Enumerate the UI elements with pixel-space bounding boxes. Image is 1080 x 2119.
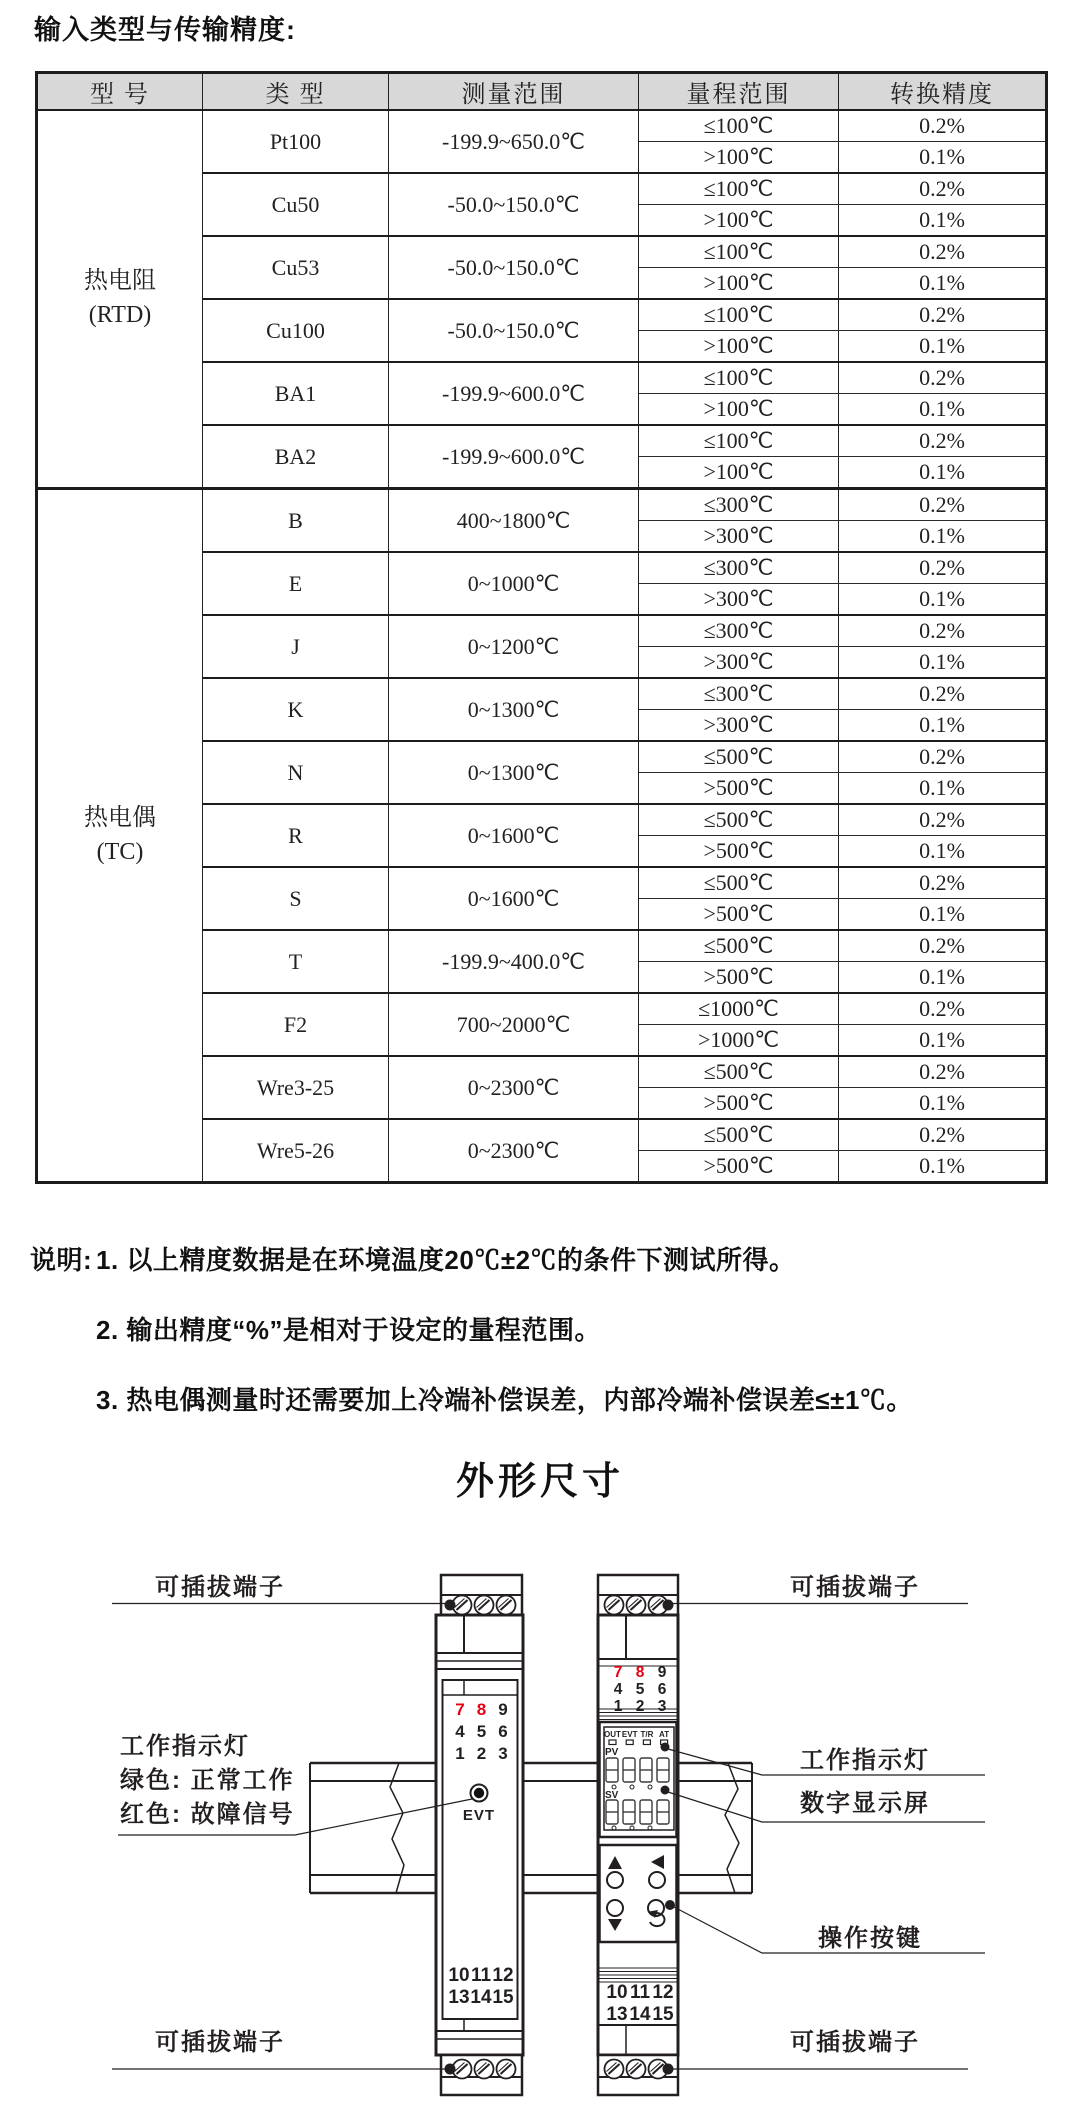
terminal-number: 10 (448, 1965, 470, 1986)
note-line-2 (30, 1310, 1080, 1347)
terminal-number: 4 (455, 1722, 465, 1741)
terminal-screw-icon (605, 2060, 624, 2079)
terminal-number: 14 (629, 2004, 651, 2025)
display-callout-dot (661, 1786, 670, 1795)
limit-cell: >1000℃ (639, 1025, 839, 1057)
type-cell: S (203, 867, 389, 930)
terminal-number: 13 (448, 1987, 470, 2008)
precision-cell: 0.2% (839, 615, 1047, 647)
terminal-number: 1 (613, 1698, 623, 1715)
range-cell: -199.9~650.0℃ (389, 110, 639, 173)
section-title-dimensions: 外形尺寸 (455, 1461, 624, 1503)
precision-cell: 0.1% (839, 521, 1047, 553)
range-cell: 0~2300℃ (389, 1056, 639, 1119)
limit-cell: ≤500℃ (639, 1119, 839, 1151)
note-line-1 (30, 1240, 1080, 1277)
label-plug-bottom-left: 可插拔端子 (155, 2029, 285, 2056)
limit-cell: >100℃ (639, 268, 839, 300)
col-header-precision: 转换精度 (839, 73, 1047, 111)
type-cell: Cu53 (203, 236, 389, 299)
din-rail (310, 1763, 752, 1893)
type-cell: R (203, 804, 389, 867)
terminal-screw-icon (475, 2060, 494, 2079)
limit-cell: >500℃ (639, 836, 839, 868)
callout-anchor-dot (445, 2064, 456, 2075)
range-cell: -50.0~150.0℃ (389, 173, 639, 236)
callout-anchor-dot (663, 1600, 674, 1611)
limit-cell: >300℃ (639, 521, 839, 553)
terminal-number: 2 (476, 1744, 487, 1763)
precision-cell: 0.2% (839, 236, 1047, 268)
callouts (112, 1573, 985, 2069)
rail-break-left (390, 1763, 404, 1893)
terminal-screw-icon (497, 2060, 516, 2079)
range-cell: 0~1300℃ (389, 741, 639, 804)
limit-cell: ≤100℃ (639, 362, 839, 394)
label-work-lamp-right: 工作指示灯 (800, 1747, 930, 1774)
evt-indicator-lamp (474, 1788, 484, 1798)
label-plug-top-right: 可插拔端子 (790, 1574, 920, 1601)
terminal-number: 15 (492, 1987, 514, 2008)
led-label: T/R (640, 1730, 654, 1739)
notes (30, 1240, 1080, 1417)
limit-cell: ≤100℃ (639, 299, 839, 331)
precision-cell: 0.1% (839, 268, 1047, 300)
led-indicator (609, 1740, 616, 1745)
limit-cell: ≤100℃ (639, 425, 839, 457)
limit-cell: ≤100℃ (639, 110, 839, 142)
type-cell: BA1 (203, 362, 389, 425)
range-cell: 0~1000℃ (389, 552, 639, 615)
terminal-number: 12 (652, 1982, 674, 2003)
led-label: OUT (604, 1730, 621, 1739)
precision-cell: 0.1% (839, 647, 1047, 679)
precision-cell: 0.1% (839, 331, 1047, 363)
limit-cell: >300℃ (639, 584, 839, 616)
terminal-screw-icon (497, 1596, 516, 1615)
rail-break-right (725, 1763, 739, 1893)
sv-label: SV (605, 1790, 619, 1801)
range-cell: 0~1200℃ (389, 615, 639, 678)
limit-cell: >500℃ (639, 1151, 839, 1183)
precision-cell: 0.2% (839, 552, 1047, 584)
range-cell: 400~1800℃ (389, 489, 639, 553)
label-plug-top-left: 可插拔端子 (155, 1574, 285, 1601)
terminal-number: 6 (657, 1681, 667, 1698)
limit-cell: >100℃ (639, 331, 839, 363)
range-cell: -199.9~600.0℃ (389, 425, 639, 489)
note-text: 3. 热电偶测量时还需要加上冷端补偿误差，内部冷端补偿误差≤±1℃。 (96, 1385, 913, 1415)
terminal-number: 7 (613, 1664, 623, 1681)
limit-cell: >100℃ (639, 205, 839, 237)
precision-cell: 0.2% (839, 993, 1047, 1025)
callout-anchor-dot (663, 2064, 674, 2075)
precision-cell: 0.2% (839, 804, 1047, 836)
col-header-span: 量程范围 (639, 73, 839, 111)
precision-cell: 0.2% (839, 1056, 1047, 1088)
label-digital-display: 数字显示屏 (800, 1790, 930, 1817)
terminal-number: 9 (498, 1700, 508, 1719)
precision-cell: 0.1% (839, 773, 1047, 805)
precision-cell: 0.1% (839, 584, 1047, 616)
range-cell: 0~1600℃ (389, 867, 639, 930)
type-cell: T (203, 930, 389, 993)
limit-cell: >100℃ (639, 142, 839, 174)
range-cell: 0~1600℃ (389, 804, 639, 867)
terminal-number: 8 (635, 1664, 645, 1681)
precision-cell: 0.2% (839, 930, 1047, 962)
button-panel (600, 1845, 677, 1942)
limit-cell: ≤300℃ (639, 678, 839, 710)
precision-cell: 0.2% (839, 741, 1047, 773)
note-text: 1. 以上精度数据是在环境温度20℃±2℃的条件下测试所得。 (96, 1245, 796, 1275)
led-label: AT (659, 1730, 670, 1739)
terminal-number: 10 (606, 1982, 628, 2003)
limit-cell: >500℃ (639, 899, 839, 931)
terminal-screw-icon (627, 2060, 646, 2079)
terminal-number: 2 (635, 1698, 645, 1715)
terminal-screw-icon (475, 1596, 494, 1615)
type-cell: F2 (203, 993, 389, 1056)
limit-cell: >300℃ (639, 710, 839, 742)
type-cell: K (203, 678, 389, 741)
terminal-number: 6 (498, 1722, 508, 1741)
work-lamp-dot (661, 1743, 670, 1752)
limit-cell: ≤300℃ (639, 615, 839, 647)
limit-cell: ≤1000℃ (639, 993, 839, 1025)
limit-cell: >100℃ (639, 457, 839, 489)
right-terminal-numbers-bottom (606, 1982, 674, 2025)
range-cell: 0~2300℃ (389, 1119, 639, 1183)
note-text: 2. 输出精度“%”是相对于设定的量程范围。 (96, 1315, 602, 1345)
note-line-3 (30, 1380, 1080, 1417)
range-cell: -199.9~400.0℃ (389, 930, 639, 993)
precision-cell: 0.1% (839, 899, 1047, 931)
type-cell: E (203, 552, 389, 615)
terminal-number: 1 (455, 1744, 465, 1763)
type-cell: Wre3-25 (203, 1056, 389, 1119)
left-module (436, 1575, 523, 2095)
limit-cell: >500℃ (639, 773, 839, 805)
limit-cell: >100℃ (639, 394, 839, 426)
type-cell: J (203, 615, 389, 678)
precision-cell: 0.1% (839, 1025, 1047, 1057)
terminal-number: 3 (498, 1744, 508, 1763)
terminal-number: 5 (635, 1681, 645, 1698)
limit-cell: >500℃ (639, 962, 839, 994)
led-indicator (643, 1740, 650, 1745)
limit-cell: ≤300℃ (639, 552, 839, 584)
type-cell: Cu100 (203, 299, 389, 362)
label-work-lamp-left: 工作指示灯 (120, 1733, 250, 1760)
terminal-number: 7 (455, 1700, 465, 1719)
precision-cell: 0.1% (839, 457, 1047, 489)
limit-cell: ≤500℃ (639, 930, 839, 962)
col-header-model: 型 号 (37, 73, 203, 111)
precision-cell: 0.2% (839, 299, 1047, 331)
col-header-range: 测量范围 (389, 73, 639, 111)
type-cell: BA2 (203, 425, 389, 489)
precision-cell: 0.2% (839, 362, 1047, 394)
range-cell: -50.0~150.0℃ (389, 236, 639, 299)
terminal-number: 11 (470, 1965, 492, 1986)
model-cell: 热电偶 (TC) (37, 489, 203, 1183)
type-cell: Cu50 (203, 173, 389, 236)
table-row (37, 489, 1047, 521)
limit-cell: >300℃ (639, 647, 839, 679)
terminal-screw-icon (627, 1596, 646, 1615)
left-terminal-numbers-top (455, 1700, 507, 1763)
precision-cell: 0.2% (839, 1119, 1047, 1151)
notes-prefix: 说明: (30, 1245, 93, 1275)
callout-anchor-dot (445, 1600, 456, 1611)
limit-cell: ≤500℃ (639, 741, 839, 773)
terminal-number: 4 (613, 1681, 623, 1698)
col-header-type: 类 型 (203, 73, 389, 111)
terminal-number: 11 (629, 1982, 651, 2003)
type-cell: B (203, 489, 389, 553)
precision-cell: 0.1% (839, 205, 1047, 237)
precision-cell: 0.2% (839, 489, 1047, 521)
precision-cell: 0.1% (839, 962, 1047, 994)
precision-cell: 0.2% (839, 110, 1047, 142)
precision-cell: 0.1% (839, 142, 1047, 174)
type-cell: Wre5-26 (203, 1119, 389, 1183)
limit-cell: ≤500℃ (639, 867, 839, 899)
led-label: EVT (621, 1730, 638, 1739)
range-cell: -50.0~150.0℃ (389, 299, 639, 362)
label-lamp-green: 绿色: 正常工作 (120, 1767, 295, 1794)
terminal-number: 3 (657, 1698, 667, 1715)
limit-cell: ≤500℃ (639, 1056, 839, 1088)
type-cell: Pt100 (203, 110, 389, 173)
terminal-number: 12 (492, 1965, 514, 1986)
led-indicator (626, 1740, 633, 1745)
buttons-callout-dot (665, 1900, 675, 1910)
precision-cell: 0.1% (839, 710, 1047, 742)
type-cell: N (203, 741, 389, 804)
range-cell: 700~2000℃ (389, 993, 639, 1056)
terminal-screw-icon (605, 1596, 624, 1615)
limit-cell: ≤300℃ (639, 489, 839, 521)
terminal-number: 5 (476, 1722, 487, 1741)
precision-cell: 0.2% (839, 867, 1047, 899)
precision-cell: 0.1% (839, 1088, 1047, 1120)
spec-table (35, 71, 1048, 1184)
terminal-number: 15 (652, 2004, 674, 2025)
precision-cell: 0.2% (839, 173, 1047, 205)
right-terminal-numbers-top (614, 1664, 667, 1715)
table-row (37, 110, 1047, 142)
limit-cell: ≤100℃ (639, 236, 839, 268)
terminal-number: 8 (476, 1700, 487, 1719)
precision-cell: 0.1% (839, 836, 1047, 868)
limit-cell: ≤100℃ (639, 173, 839, 205)
precision-cell: 0.2% (839, 678, 1047, 710)
terminal-number: 13 (606, 2004, 628, 2025)
limit-cell: >500℃ (639, 1088, 839, 1120)
label-operation-buttons: 操作按键 (818, 1925, 922, 1952)
pv-label: PV (605, 1747, 619, 1758)
precision-cell: 0.2% (839, 425, 1047, 457)
left-terminal-numbers-bottom (448, 1965, 514, 2008)
precision-cell: 0.1% (839, 394, 1047, 426)
right-module (598, 1575, 678, 2095)
range-cell: 0~1300℃ (389, 678, 639, 741)
range-cell: -199.9~600.0℃ (389, 362, 639, 425)
page-title: 输入类型与传输精度: (34, 15, 296, 45)
evt-label: EVT (462, 1807, 496, 1824)
terminal-number: 9 (657, 1664, 667, 1681)
label-plug-bottom-right: 可插拔端子 (790, 2029, 920, 2056)
precision-cell: 0.1% (839, 1151, 1047, 1183)
terminal-number: 14 (470, 1987, 492, 2008)
dimension-diagram (0, 1519, 1080, 2119)
model-cell: 热电阻 (RTD) (37, 110, 203, 489)
label-lamp-red: 红色: 故障信号 (120, 1801, 295, 1828)
limit-cell: ≤500℃ (639, 804, 839, 836)
header-row (37, 73, 1047, 111)
